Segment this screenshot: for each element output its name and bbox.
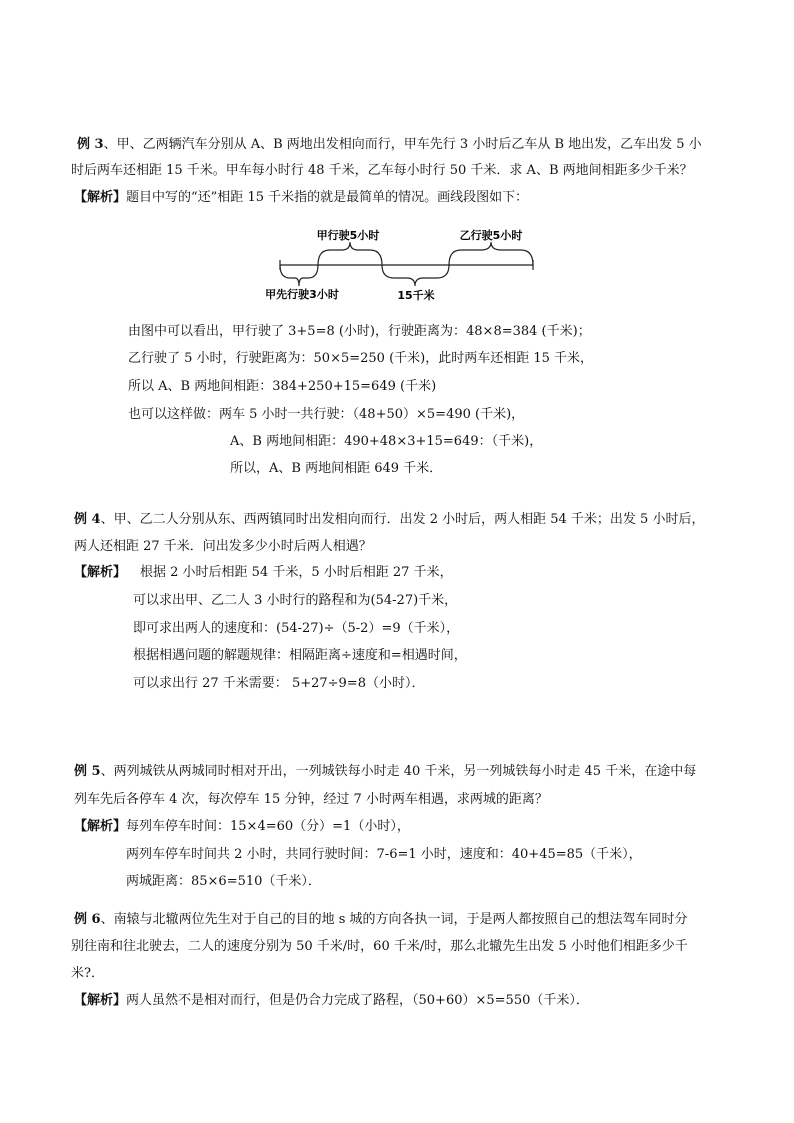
ex5-step-3: 两城距离：85×6=510（千米）． (126, 874, 321, 889)
ex4-label: 例 4 (74, 512, 101, 527)
brace-top-right (449, 242, 533, 265)
brace-bottom-left (280, 265, 318, 286)
ex3-analysis-label: 【解析】 (74, 190, 127, 205)
ex6-label: 例 6 (74, 912, 101, 927)
ex6-analysis: 【解析】两人虽然不是相对而行，但是仍合力完成了路程，（50+60）×5=550（千米）． (74, 993, 589, 1008)
ex3-line2: 时后两车还相距 15 千米。甲车每小时行 48 千米，乙车每小时行 50 千米．求 A、B 两地间相距多少千米？ (71, 163, 693, 178)
brace-bottom-mid (382, 265, 449, 286)
ex5-analysis: 【解析】每列车停车时间：15×4=60（分）=1（小时）， (74, 819, 410, 834)
ex4-step-4: 根据相遇问题的解题规律：相隔距离÷速度和=相遇时间， (133, 648, 467, 663)
label-top-left: 甲行驶5小时 (316, 229, 380, 242)
ex5-line1: 例 5、两列城铁从两城同时相对开出，一列城铁每小时走 40 千米，另一列城铁每小时走 45 千米，在途中每 (74, 764, 697, 779)
label-bottom-mid: 15千米 (397, 289, 435, 302)
ex3-step-4: 也可以这样做：两车 5 小时一共行驶：（48+50）×5=490 (千米)， (128, 407, 525, 422)
ex3-step-3: 所以 A、B 两地间相距：384+250+15=649 (千米) (128, 379, 437, 394)
ex6-analysis-label: 【解析】 (74, 993, 127, 1008)
ex6-line2: 别往南和往北驶去，二人的速度分别为 50 千米/时，60 千米/时，那么北辙先生出发 5 小时他们相距多少千 (71, 939, 688, 954)
ex6-line1: 例 6、南辕与北辙两位先生对于自己的目的地 s 城的方向各执一词，于是两人都按照自己的想法驾车同时分 (74, 912, 688, 927)
ex5-line2: 列车先后各停车 4 次，每次停车 15 分钟，经过 7 小时两车相遇，求两城的距离？ (74, 792, 548, 807)
ex3-step-2: 乙行驶了 5 小时，行驶距离为：50×5=250 (千米)，此时两车还相距 15 千米， (128, 351, 594, 366)
ex4-line2: 两人还相距 27 千米．问出发多少小时后两人相遇？ (74, 539, 372, 554)
ex5-analysis-label: 【解析】 (74, 819, 127, 834)
ex4-analysis-label: 【解析】 (74, 565, 127, 580)
ex5-step-2: 两列车停车时间共 2 小时，共同行驶时间：7-6=1 小时，速度和：40+45=85（千米）， (126, 847, 642, 862)
segment-diagram (0, 220, 794, 330)
ex3-step-5: A、B 两地间相距：490+48×3+15=649：（千米)， (230, 434, 543, 449)
ex5-label: 例 5 (74, 764, 101, 779)
label-top-right: 乙行驶5小时 (459, 229, 523, 242)
ex4-step-2: 可以求出甲、乙二人 3 小时行的路程和为(54-27)千米， (133, 593, 458, 608)
ex3-step-6: 所以，A、B 两地间相距 649 千米． (230, 461, 443, 476)
ex3-label: 例 3 (77, 137, 104, 152)
ex3-analysis: 【解析】题目中写的“还”相距 15 千米指的就是最简单的情况。画线段图如下： (74, 190, 529, 205)
ex4-analysis: 【解析】 根据 2 小时后相距 54 千米，5 小时后相距 27 千米， (74, 565, 453, 580)
label-bottom-left: 甲先行驶3小时 (265, 288, 339, 301)
ex3-step-1: 由图中可以看出，甲行驶了 3+5=8 (小时)，行驶距离为：48×8=384 (千米)； (128, 324, 591, 339)
ex4-step-3: 即可求出两人的速度和：(54-27)÷（5-2）=9（千米）， (133, 621, 460, 636)
ex6-line3: 米?． (71, 966, 104, 981)
ex3-line1: 例 3、甲、乙两辆汽车分别从 A、B 两地出发相向而行，甲车先行 3 小时后乙车从 B 地出发，乙车出发 5 小 (77, 137, 702, 152)
ex4-line1: 例 4、甲、乙二人分别从东、西两镇同时出发相向而行．出发 2 小时后，两人相距 54 千米；出发 5 小时后， (74, 512, 705, 527)
ex4-step-5: 可以求出行 27 千米需要： 5+27÷9=8（小时）． (133, 676, 425, 691)
brace-top-left (318, 242, 382, 265)
